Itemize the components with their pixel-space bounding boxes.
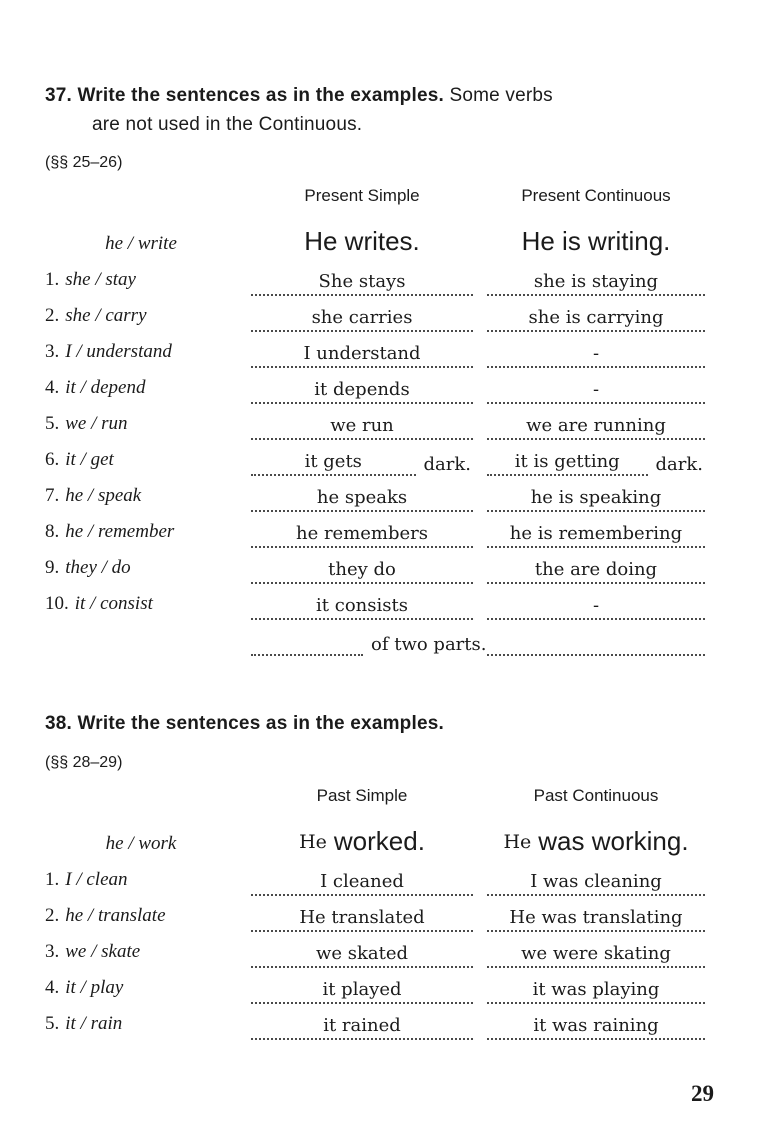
spacer-cell (45, 182, 237, 212)
answer-line: he is remembering (487, 524, 705, 548)
answer-line: he speaks (251, 488, 473, 512)
continuous-answer (487, 584, 705, 620)
continuous-answer (487, 260, 705, 296)
simple-answer (251, 548, 473, 584)
answer-line: the are doing (487, 560, 705, 584)
answer-line: we skated (251, 944, 473, 968)
answer-line: it was playing (487, 980, 705, 1004)
row-prompt: 5. we / run (45, 413, 128, 434)
exercise-38 (45, 710, 736, 1040)
continuous-answer (487, 512, 705, 548)
answer-line: I cleaned (251, 872, 473, 896)
row-prompt: 2. she / carry (45, 305, 147, 326)
simple-answer (251, 860, 473, 896)
simple-answer-continuation (251, 620, 487, 656)
answer-line (487, 653, 705, 656)
row-prompt: 1. she / stay (45, 269, 136, 290)
continuous-answer (487, 1004, 705, 1040)
continuous-answer (487, 548, 705, 584)
answer-line: it consists (251, 596, 473, 620)
answer-line: it gets (251, 452, 416, 476)
exercise-38-heading (45, 710, 717, 739)
continuous-answer-blank (487, 620, 705, 656)
exercise-title-tail: Some verbs (449, 85, 553, 106)
column-header-present-simple: Present Simple (304, 186, 420, 205)
simple-answer (251, 476, 473, 512)
exercise-37-heading (45, 82, 717, 139)
answer-line: it rained (251, 1016, 473, 1040)
page-number: 29 (691, 1081, 714, 1106)
row-prompt: 8. he / remember (45, 521, 175, 542)
answer-line: He was translating (487, 908, 705, 932)
answer-suffix: of two parts. (371, 634, 487, 655)
simple-answer (251, 968, 473, 1004)
simple-answer (251, 584, 473, 620)
continuous-answer (487, 968, 705, 1004)
answer-line: they do (251, 560, 473, 584)
row-prompt: 1. I / clean (45, 868, 128, 890)
section-reference: (§§ 25–26) (45, 154, 123, 171)
answer-line: we are running (487, 416, 705, 440)
answer-line: He translated (251, 908, 473, 932)
exercise-title: Write the sentences as in the examples. (77, 713, 444, 734)
section-reference: (§§ 28–29) (45, 753, 123, 771)
column-header-past-continuous: Past Continuous (533, 785, 659, 805)
answer-suffix: dark. (655, 454, 703, 475)
example-prompt: he / work (105, 832, 177, 854)
answer-line: she carries (251, 308, 473, 332)
simple-answer (251, 332, 473, 368)
example-past-simple: He worked. (299, 825, 425, 856)
continuous-answer (487, 404, 705, 440)
answer-line (251, 653, 363, 656)
row-prompt: 3. I / understand (45, 341, 172, 362)
row-prompt: 7. he / speak (45, 485, 142, 506)
simple-answer (251, 440, 473, 476)
row-prompt: 6. it / get (45, 449, 114, 470)
exercise-number: 37. (45, 85, 73, 106)
answer-line: it was raining (487, 1016, 705, 1040)
answer-line: I was cleaning (487, 872, 705, 896)
row-prompt: 9. they / do (45, 557, 131, 578)
simple-answer (251, 296, 473, 332)
exercise-title: Write the sentences as in the examples. (77, 85, 444, 106)
answer-line: She stays (251, 272, 473, 296)
answer-line: we run (251, 416, 473, 440)
exercise-number: 38. (45, 713, 73, 734)
answer-line: - (487, 596, 705, 620)
continuous-answer (487, 896, 705, 932)
answer-line: she is staying (487, 272, 705, 296)
simple-answer (251, 932, 473, 968)
row-prompt: 2. he / translate (45, 904, 166, 926)
answer-line: it depends (251, 380, 473, 404)
simple-answer (251, 1004, 473, 1040)
exercise-37-table (45, 182, 736, 656)
continuous-answer (487, 440, 705, 476)
row-prompt: 5. it / rain (45, 1012, 123, 1034)
answer-line: - (487, 344, 705, 368)
answer-line: she is carrying (487, 308, 705, 332)
continuous-answer (487, 332, 705, 368)
exercise-38-table (45, 782, 736, 1040)
example-prompt: he / write (105, 233, 177, 254)
answer-suffix: dark. (423, 454, 471, 475)
simple-answer (251, 896, 473, 932)
simple-answer (251, 260, 473, 296)
answer-line: - (487, 380, 705, 404)
answer-line: he is speaking (487, 488, 705, 512)
answer-line: it is getting (487, 452, 648, 476)
row-prompt: 10. it / consist (45, 593, 153, 614)
continuous-answer (487, 296, 705, 332)
simple-answer (251, 368, 473, 404)
answer-line: he remembers (251, 524, 473, 548)
spacer-cell (45, 620, 237, 656)
column-header-present-continuous: Present Continuous (521, 186, 671, 205)
row-prompt: 3. we / skate (45, 940, 141, 962)
answer-line: I understand (251, 344, 473, 368)
example-present-continuous: He is writing. (521, 226, 671, 256)
spacer-cell (45, 782, 237, 812)
continuous-answer (487, 368, 705, 404)
answer-line: we were skating (487, 944, 705, 968)
column-header-past-simple: Past Simple (316, 785, 408, 805)
row-prompt: 4. it / play (45, 976, 124, 998)
exercise-title-tail-line2: are not used in the Continuous. (92, 113, 363, 135)
simple-answer (251, 512, 473, 548)
continuous-answer (487, 476, 705, 512)
simple-answer (251, 404, 473, 440)
row-prompt: 4. it / depend (45, 377, 146, 398)
example-past-continuous: He was working. (503, 825, 689, 856)
continuous-answer (487, 932, 705, 968)
exercise-37 (45, 82, 736, 656)
continuous-answer (487, 860, 705, 896)
answer-line: it played (251, 980, 473, 1004)
example-present-simple: He writes. (304, 226, 420, 256)
